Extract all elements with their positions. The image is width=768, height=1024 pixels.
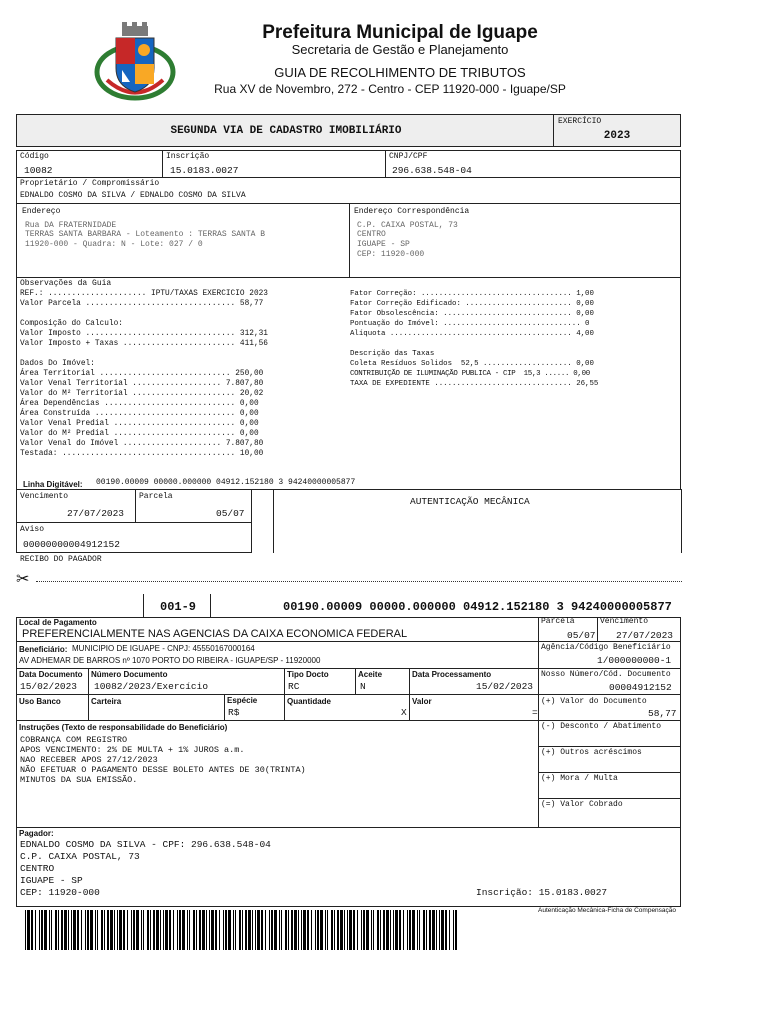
header-title: Prefeitura Municipal de Iguape: [262, 22, 538, 43]
barcode-bar: [141, 910, 142, 950]
barcode-bar: [31, 910, 33, 950]
linha-digitavel-label: Linha Digitável:: [23, 480, 83, 489]
vencimento-value: 27/07/2023: [67, 508, 125, 519]
barcode-bar: [110, 910, 113, 950]
observacoes-left: [20, 289, 340, 459]
instrucao-line: APOS VENCIMENTO: 2% DE MULTA + 1% JUROS a.m.: [20, 745, 245, 755]
pagador-line: C.P. CAIXA POSTAL, 73: [20, 851, 140, 862]
barcode-bar: [363, 910, 365, 950]
barcode-bar: [199, 910, 201, 950]
barcode-bar: [71, 910, 72, 950]
barcode-bar: [373, 910, 374, 950]
barcode-bar: [325, 910, 326, 950]
barcode-bar: [261, 910, 263, 950]
obs-line: Valor Parcela ................................ 58,77: [20, 300, 264, 308]
outros-acrescimos-label: (+) Outros acréscimos: [541, 748, 642, 757]
header-subtitle: Secretaria de Gestão e Planejamento: [291, 42, 509, 57]
barcode-bar: [223, 910, 224, 950]
barcode-bar: [179, 910, 181, 950]
inscricao-label: Inscrição: [166, 152, 210, 161]
barcode-bar: [90, 910, 93, 950]
barcode-bar: [165, 910, 168, 950]
valor-cobrado-label: (=) Valor Cobrado: [541, 800, 623, 809]
barcode-bar: [133, 910, 135, 950]
barcode-bar: [303, 910, 306, 950]
barcode-bar: [104, 910, 105, 950]
barcode-bar: [361, 910, 362, 950]
barcode-bar: [311, 910, 312, 950]
obs-line: Área Construída .............................. 0,00: [20, 410, 259, 418]
boleto-linha-digitavel: 00190.00009 00000.000000 04912.152180 3 94240000005877: [283, 600, 672, 614]
barcode-bar: [160, 910, 161, 950]
barcode-bar: [136, 910, 139, 950]
obs-line: Valor do M² Territorial ...................... 20,02: [20, 390, 264, 398]
barcode-bar: [423, 910, 425, 950]
barcode-bar: [182, 910, 185, 950]
barcode-bar: [409, 910, 411, 950]
local-pagamento-value: PREFERENCIALMENTE NAS AGENCIAS DA CAIXA ECONOMICA FEDERAL: [22, 628, 408, 640]
obs-line: Valor Imposto ................................ 312,31: [20, 330, 268, 338]
barcode-bar: [449, 910, 450, 950]
barcode-bar: [49, 910, 50, 950]
barcode-bar: [131, 910, 132, 950]
nosso-numero-value: 00004912152: [609, 682, 672, 693]
correspondencia-line: CENTRO: [357, 230, 386, 239]
barcode-bar: [439, 910, 440, 950]
barcode-bar: [123, 910, 125, 950]
barcode-bar: [242, 910, 243, 950]
obs-line: TAXA DE EXPEDIENTE ............................... 26,55: [350, 380, 599, 388]
autenticacao-mecanica: AUTENTICAÇÃO MECÂNICA: [410, 496, 530, 507]
mora-multa-label: (+) Mora / Multa: [541, 774, 618, 783]
obs-line: Valor Venal do Imóvel ..................... 7.807,80: [20, 440, 264, 448]
tipo-docto-value: RC: [288, 681, 300, 692]
barcode-bar: [117, 910, 118, 950]
ficha-compensacao-label: Autenticação Mecânica-Ficha de Compensação: [538, 907, 677, 914]
exercicio-box: [553, 114, 681, 147]
barcode-bar: [366, 910, 369, 950]
barcode-bar: [285, 910, 287, 950]
pagador-line: CEP: 11920-000: [20, 887, 100, 898]
barcode-bar: [85, 910, 86, 950]
barcode-bar: [235, 910, 236, 950]
header-address: Rua XV de Novembro, 272 - Centro - CEP 11920-000 - Iguape/SP: [214, 82, 566, 96]
obs-line: Valor Venal Territorial ................... 7.807,80: [20, 380, 264, 388]
barcode-bar: [453, 910, 454, 950]
barcode-bar: [441, 910, 444, 950]
barcode-bar: [147, 910, 149, 950]
pagador-label: Pagador:: [19, 829, 54, 838]
barcode-bar: [87, 910, 89, 950]
correspondencia-label: Endereço Correspondência: [354, 207, 470, 216]
correspondencia-line: IGUAPE - SP: [357, 240, 410, 249]
obs-line: Pontuação do Imóvel: ............................... 0: [350, 320, 590, 328]
barcode-bar: [349, 910, 352, 950]
barcode-bar: [51, 910, 52, 950]
barcode-bar: [107, 910, 109, 950]
barcode-bar: [196, 910, 197, 950]
barcode-bar: [432, 910, 435, 950]
endereco-line: 11920-000 - Quadra: N - Lote: 027 / 0: [25, 240, 203, 249]
barcode-bar: [390, 910, 391, 950]
barcode: [25, 910, 460, 950]
vencimento-label: Vencimento: [20, 492, 69, 501]
barcode-bar: [219, 910, 220, 950]
obs-line: Coleta Resíduos Solidos 52,5 .................... 0,00: [350, 360, 594, 368]
obs-line: Área Territorial ............................ 250,00: [20, 370, 264, 378]
pagador-line: EDNALDO COSMO DA SILVA - CPF: 296.638.548-04: [20, 839, 271, 850]
barcode-bar: [248, 910, 251, 950]
obs-line: [20, 309, 340, 319]
barcode-bar: [58, 910, 59, 950]
endereco-label: Endereço: [22, 207, 61, 216]
beneficiario-address: AV ADHEMAR DE BARROS nº 1070 PORTO DO RIBEIRA - IGUAPE/SP - 11920000: [19, 656, 321, 665]
cut-line: [36, 581, 682, 582]
instrucao-line: COBRANÇA COM REGISTRO: [20, 735, 128, 745]
barcode-bar: [211, 910, 214, 950]
nosso-numero-label: Nosso Número/Cód. Documento: [541, 670, 671, 679]
barcode-bar: [393, 910, 394, 950]
barcode-bar: [380, 910, 381, 950]
barcode-bar: [417, 910, 418, 950]
barcode-bar: [455, 910, 457, 950]
barcode-bar: [291, 910, 293, 950]
barcode-bar: [187, 910, 188, 950]
exercicio-label: EXERCÍCIO: [558, 117, 602, 126]
barcode-bar: [156, 910, 159, 950]
barcode-bar: [255, 910, 256, 950]
parcela-value: 05/07: [216, 508, 245, 519]
barcode-bar: [27, 910, 30, 950]
correspondencia-line: C.P. CAIXA POSTAL, 73: [357, 221, 458, 230]
obs-line: Testada: ..................................... 10,00: [20, 450, 264, 458]
recibo-vencimento-box: [16, 489, 136, 523]
barcode-bar: [143, 910, 144, 950]
barcode-bar: [245, 910, 247, 950]
barcode-bar: [320, 910, 323, 950]
correspondencia-line: CEP: 11920-000: [357, 250, 425, 259]
barcode-bar: [225, 910, 227, 950]
pagador-line: CENTRO: [20, 863, 55, 874]
barcode-bar: [301, 910, 302, 950]
barcode-bar: [101, 910, 103, 950]
observacoes-label: Observações da Guia: [20, 279, 112, 288]
barcode-bar: [315, 910, 316, 950]
endereco-line: TERRAS SANTA BARBARA - Loteamento : TERRAS SANTA B: [25, 230, 266, 239]
beneficiario-value: MUNICIPIO DE IGUAPE - CNPJ: 45550167000164: [72, 644, 255, 653]
barcode-bar: [383, 910, 385, 950]
proprietario-value: EDNALDO COSMO DA SILVA / EDNALDO COSMO DA SILVA: [20, 191, 246, 200]
pagador-inscricao: Inscrição: 15.0183.0027: [476, 887, 608, 898]
linha-digitavel-value: 00190.00009 00000.000000 04912.152180 3 94240000005877: [96, 478, 356, 487]
barcode-bar: [298, 910, 299, 950]
quantidade-label: Quantidade: [287, 697, 332, 706]
barcode-bar: [340, 910, 343, 950]
agencia-value: 1/000000000-1: [597, 655, 672, 666]
barcode-bar: [307, 910, 309, 950]
numero-documento-value: 10082/2023/Exercício: [94, 681, 209, 692]
obs-line: CONTRIBUIÇÃO DE ILUMINAÇÃO PUBLICA - CIP 15,3 ...... 0,00: [350, 370, 590, 378]
municipal-coat-of-arms: [92, 20, 178, 102]
numero-documento-label: Número Documento: [91, 670, 168, 679]
barcode-bar: [288, 910, 289, 950]
local-pagamento-label: Local de Pagamento: [19, 618, 97, 627]
obs-line: [20, 349, 340, 359]
obs-line: Fator Correção Edificado: ........................ 0,00: [350, 300, 594, 308]
barcode-bar: [97, 910, 98, 950]
barcode-bar: [347, 910, 348, 950]
barcode-bar: [239, 910, 241, 950]
barcode-bar: [445, 910, 447, 950]
barcode-bar: [127, 910, 128, 950]
barcode-bar: [265, 910, 266, 950]
barcode-bar: [281, 910, 282, 950]
barcode-bar: [317, 910, 319, 950]
scissors-icon: ✂: [16, 571, 30, 588]
instrucoes-text: [20, 735, 306, 785]
barcode-bar: [44, 910, 47, 950]
aceite-value: N: [360, 681, 366, 692]
barcode-bar: [399, 910, 401, 950]
barcode-bar: [206, 910, 207, 950]
document-title: SEGUNDA VIA DE CADASTRO IMOBILIÁRIO: [170, 125, 402, 137]
barcode-bar: [173, 910, 174, 950]
barcode-bar: [386, 910, 389, 950]
valor-equals: =: [532, 707, 538, 718]
observacoes-right: [350, 289, 678, 389]
barcode-bar: [436, 910, 437, 950]
obs-line: REF.: ..................... IPTU/TAXAS EXERCICIO 2023: [20, 290, 268, 298]
aviso-value: 00000000004912152: [23, 539, 120, 550]
boleto-parcela-label: Parcela: [541, 617, 575, 626]
beneficiario-label: Beneficiário:: [19, 645, 68, 654]
especie-value: R$: [228, 707, 240, 718]
barcode-bar: [257, 910, 260, 950]
barcode-bar: [64, 910, 67, 950]
barcode-bar: [177, 910, 178, 950]
barcode-bar: [95, 910, 96, 950]
barcode-bar: [353, 910, 355, 950]
barcode-bar: [294, 910, 297, 950]
valor-documento-label: (+) Valor do Documento: [541, 697, 647, 706]
barcode-bar: [114, 910, 115, 950]
barcode-bar: [81, 910, 82, 950]
barcode-bar: [252, 910, 253, 950]
barcode-bar: [377, 910, 379, 950]
especie-label: Espécie: [227, 696, 258, 705]
barcode-bar: [327, 910, 328, 950]
barcode-bar: [41, 910, 43, 950]
barcode-bar: [209, 910, 210, 950]
exercicio-value: 2023: [603, 130, 631, 142]
obs-line: Fator Obsolescência: ............................. 0,00: [350, 310, 594, 318]
endereco-line: Rua DA FRATERNIDADE: [25, 221, 117, 230]
valor-label: Valor: [412, 697, 432, 706]
barcode-bar: [202, 910, 205, 950]
obs-line: Valor Imposto + Taxas ........................ 411,56: [20, 340, 268, 348]
proprietario-label: Proprietário / Compromissário: [20, 179, 160, 188]
barcode-bar: [189, 910, 190, 950]
uso-banco-label: Uso Banco: [19, 697, 61, 706]
valor-documento-value: 58,77: [648, 708, 677, 719]
data-processamento-value: 15/02/2023: [476, 681, 534, 692]
barcode-bar: [150, 910, 151, 950]
obs-line: Fator Correção: .................................. 1,00: [350, 290, 594, 298]
barcode-bar: [371, 910, 372, 950]
barcode-bar: [274, 910, 277, 950]
bank-code: 001-9: [160, 600, 197, 614]
barcode-bar: [429, 910, 431, 950]
barcode-bar: [25, 910, 26, 950]
barcode-bar: [77, 910, 79, 950]
barcode-bar: [269, 910, 270, 950]
pagador-info: [20, 839, 271, 899]
document-title-box: [16, 114, 554, 147]
barcode-bar: [395, 910, 398, 950]
carteira-label: Carteira: [91, 697, 122, 706]
inscricao-value: 15.0183.0027: [170, 165, 239, 176]
tipo-docto-label: Tipo Docto: [287, 670, 329, 679]
obs-line: Valor do M² Predial .......................... 0,00: [20, 430, 259, 438]
barcode-bar: [215, 910, 217, 950]
barcode-bar: [403, 910, 404, 950]
obs-line: Dados Do Imóvel:: [20, 360, 95, 368]
barcode-bar: [426, 910, 427, 950]
barcode-bar: [153, 910, 155, 950]
barcode-bar: [233, 910, 234, 950]
barcode-bar: [279, 910, 280, 950]
instrucao-line: NAO RECEBER APOS 27/12/2023: [20, 755, 158, 765]
barcode-bar: [73, 910, 76, 950]
boleto-parcela-value: 05/07: [567, 630, 596, 641]
barcode-bar: [228, 910, 231, 950]
barcode-bar: [331, 910, 333, 950]
barcode-bar: [119, 910, 122, 950]
obs-line: Área Dependências ............................ 0,00: [20, 400, 259, 408]
instrucoes-label: Instruções (Texto de responsabilidade do Beneficiário): [19, 723, 228, 732]
obs-line: Composição do Calculo:: [20, 320, 123, 328]
data-documento-label: Data Documento: [19, 670, 83, 679]
boleto-vencimento-label: Vencimento: [600, 617, 649, 626]
barcode-bar: [407, 910, 408, 950]
obs-line: [350, 339, 678, 349]
data-documento-value: 15/02/2023: [20, 681, 78, 692]
desconto-label: (-) Desconto / Abatimento: [541, 722, 662, 731]
recibo-aviso-box: [16, 522, 252, 553]
barcode-bar: [68, 910, 69, 950]
recibo-pagador-label: RECIBO DO PAGADOR: [20, 555, 102, 564]
barcode-bar: [357, 910, 358, 950]
aviso-label: Aviso: [20, 525, 45, 534]
parcela-label: Parcela: [139, 492, 173, 501]
obs-line: Valor Venal Predial .......................... 0,00: [20, 420, 259, 428]
barcode-bar: [334, 910, 335, 950]
barcode-bar: [344, 910, 345, 950]
boleto-vencimento-value: 27/07/2023: [616, 630, 674, 641]
barcode-bar: [193, 910, 195, 950]
header-guide-title: GUIA DE RECOLHIMENTO DE TRIBUTOS: [274, 65, 526, 80]
data-processamento-label: Data Processamento: [412, 670, 492, 679]
barcode-bar: [337, 910, 339, 950]
barcode-bar: [61, 910, 63, 950]
codigo-label: Código: [20, 152, 49, 161]
barcode-bar: [419, 910, 420, 950]
barcode-bar: [163, 910, 164, 950]
agencia-label: Agência/Código Beneficiário: [541, 643, 671, 652]
barcode-bar: [412, 910, 415, 950]
cnpj-value: 296.638.548-04: [392, 165, 472, 176]
cnpj-label: CNPJ/CPF: [389, 152, 428, 161]
barcode-bar: [39, 910, 40, 950]
aceite-label: Aceite: [358, 670, 383, 679]
quantidade-x: X: [401, 707, 407, 718]
instrucao-line: MINUTOS DA SUA EMISSÃO.: [20, 775, 138, 785]
instrucao-line: NÃO EFETUAR O PAGAMENTO DESSE BOLETO ANTES DE 30(TRINTA): [20, 765, 306, 775]
barcode-bar: [271, 910, 273, 950]
barcode-bar: [35, 910, 36, 950]
barcode-bar: [169, 910, 171, 950]
codigo-value: 10082: [24, 165, 53, 176]
pagador-line: IGUAPE - SP: [20, 875, 83, 886]
obs-line: Alíquota ......................................... 4,00: [350, 330, 594, 338]
obs-line: Descrição das Taxas: [350, 350, 435, 358]
recibo-parcela-box: [135, 489, 252, 523]
barcode-bar: [55, 910, 57, 950]
